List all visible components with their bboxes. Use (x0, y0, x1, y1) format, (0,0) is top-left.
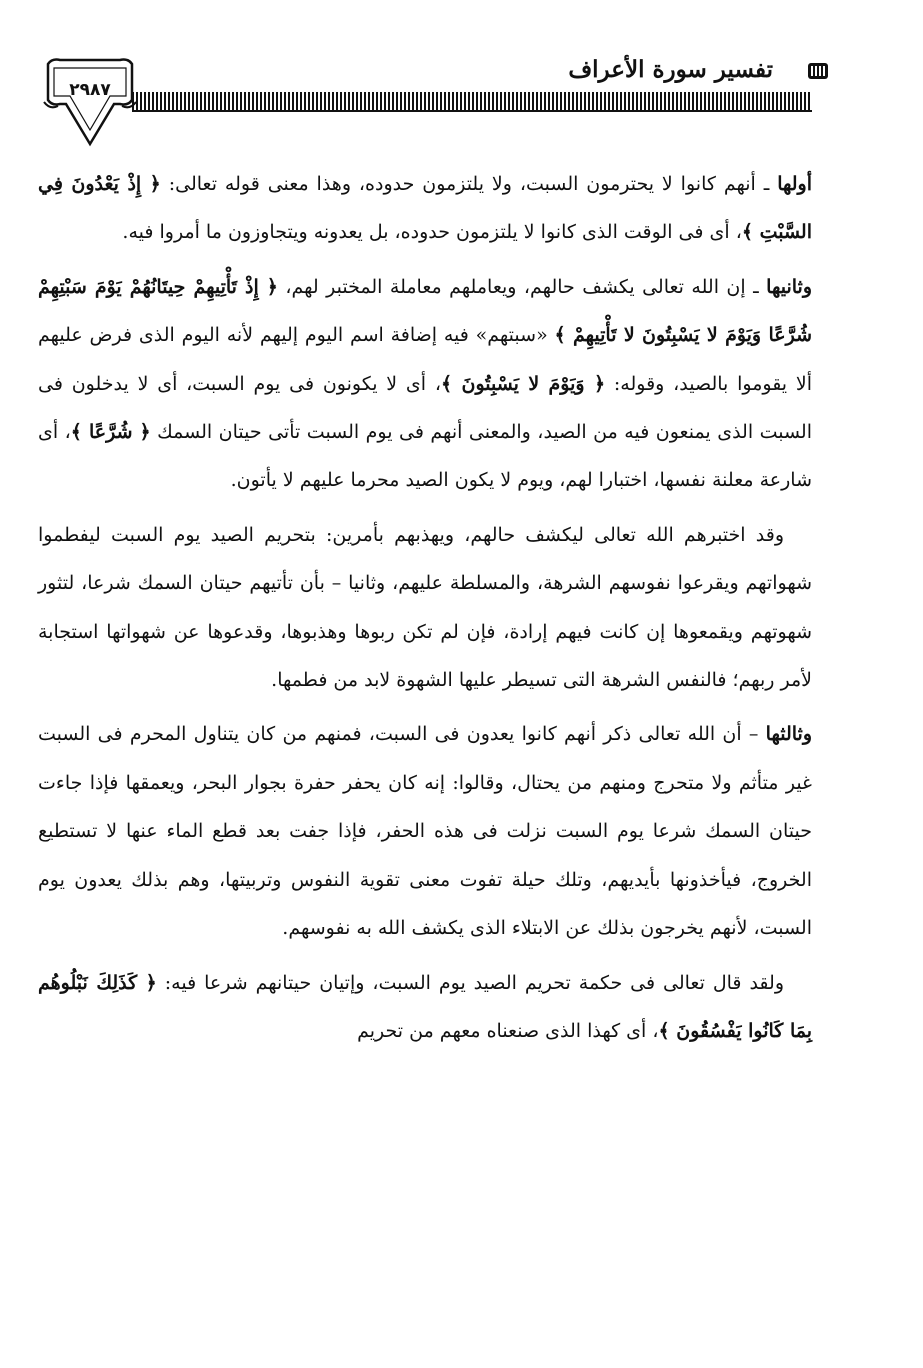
text-run: «سبتهم» فيه إضافة اسم اليوم إليهم لأنه اليوم الذى فرض عليهم ألا يقوموا بالصيد، وقوله: (38, 324, 812, 395)
text-run: ، أى لا يكونون فى يوم السبت، أى لا يدخلون فى السبت الذى يمنعون فيه من الصيد، والمعنى أنهم فى يوم السبت تأتى حيتان السمك (38, 372, 813, 444)
text-run: وقد اختبرهم الله تعالى ليكشف حالهم، ويهذبهم بأمرين: بتحريم الصيد يوم السبت ليفطموا شهواتهم ويقرعوا نفوسهم الشرهة، والمسلطة عليهم، وثانيا – بأن تأتيهم حيتان السمك شرعا، لتثور شهوتهم ويقمعوها إن كانت فيهم إرادة، فإن لم تكن ربوها وهذبوها، وقدعوها عن شهواتها استجابة لأمر ربهم؛ فالنفس الشرهة التى تسيطر عليها الشهوة لابد من فطمها. (38, 523, 812, 692)
quran-verse: ﴿ إِذْ تَأْتِيهِمْ حِيتَانُهُمْ يَوْمَ سَبْتِهِمْ شُرَّعًا وَيَوْمَ لا يَسْبِتُونَ لا تَأْتِيهِمْ ﴾ (38, 275, 812, 347)
paragraph-lead-word: وثالثها (765, 723, 812, 746)
page-number-frame-icon (40, 56, 140, 148)
text-run: ، أى فى الوقت الذى كانوا لا يلتزمون حدوده، بل يعدونه ويتجاوزون ما أمروا فيه. (122, 221, 742, 244)
text-run: ـ أنهم كانوا لا يحترمون السبت، ولا يلتزمون حدوده، وهذا معنى قوله تعالى: (160, 173, 778, 195)
running-title: تفسير سورة الأعراف (568, 56, 773, 83)
header-rule (132, 92, 812, 112)
paragraph (38, 959, 812, 1056)
text-run: ـ إن الله تعالى يكشف حالهم، ويعاملهم معاملة المختبر لهم، (277, 275, 767, 298)
paragraph-lead-word: أولها (777, 173, 812, 195)
floral-ornament-icon (805, 60, 831, 82)
quran-verse: ﴿ وَيَوْمَ لا يَسْبِتُونَ ﴾ (441, 372, 606, 395)
body-text (38, 160, 812, 1061)
quran-verse: ﴿ كَذَلِكَ نَبْلُوهُم بِمَا كَانُوا يَفْسُقُونَ ﴾ (38, 971, 812, 1042)
paragraph-lead-word: وثانيها (766, 275, 812, 298)
paragraph (38, 511, 812, 705)
text-run: ، أى شارعة معلنة نفسها، اختبارا لهم، ويوم لا يكون الصيد محرما عليهم لا يأتون. (38, 421, 812, 492)
quran-verse: ﴿ شُرَّعًا ﴾ (70, 421, 151, 444)
page-header (0, 0, 923, 160)
text-run: ولقد قال تعالى فى حكمة تحريم الصيد يوم السبت، وإتيان حيتانهم شرعا فيه: (156, 971, 784, 994)
text-run: ، أى كهذا الذى صنعناه معهم من تحريم (357, 1019, 659, 1042)
page-number: ٢٩٨٧ (69, 80, 111, 100)
text-run: – أن الله تعالى ذكر أنهم كانوا يعدون فى السبت، فمنهم من كان يتناول المحرم فى السبت غير متأثم ولا متحرج ومنهم من يحتال، وقالوا: إنه كان يحفر حفرة بجوار البحر، ويعمقها فإذا جاءت حيتان السمك شرعا يوم السبت نزلت فى هذه الحفر، فإذا جفت بعد قطع الماء عنها لا تستطيع الخروج، فيأخذونها بأيديهم، وتلك حيلة تفوت معنى تقوية النفوس وتربيتها، وهم بذلك يعدون يوم السبت، لأنهم يخرجون بذلك عن الابتلاء الذى يكشف الله به نفوسهم. (38, 723, 812, 940)
quran-verse: ﴿ إِذْ يَعْدُونَ فِي السَّبْتِ ﴾ (38, 173, 812, 244)
paragraph (38, 160, 812, 257)
paragraph (38, 263, 812, 505)
paragraph (38, 710, 812, 952)
